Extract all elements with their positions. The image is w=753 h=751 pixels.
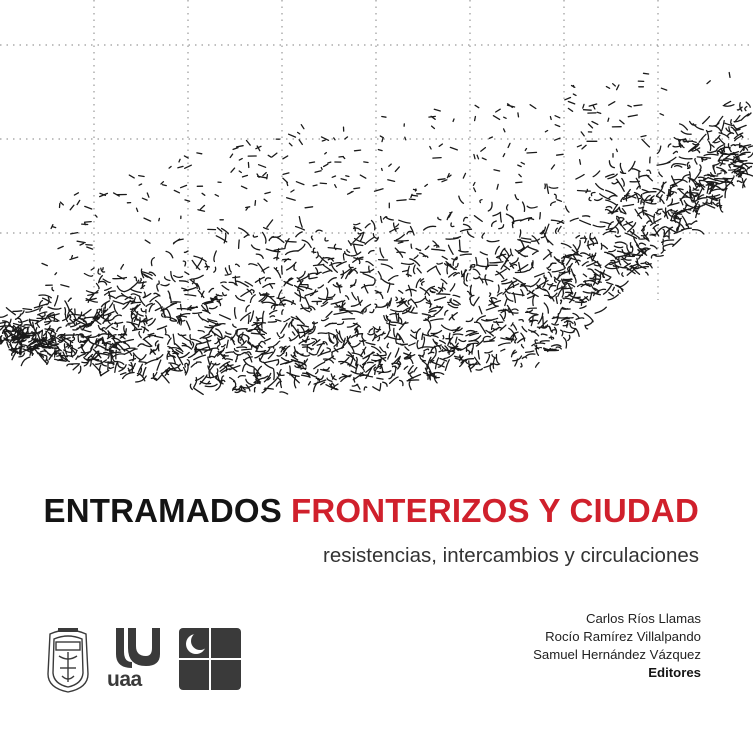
title-part-black: ENTRAMADOS — [43, 492, 283, 529]
publisher-logo-icon — [179, 628, 241, 690]
editors-block — [533, 610, 701, 682]
uaa-logo-text: uaa — [107, 668, 142, 691]
crack-strokes — [0, 73, 753, 395]
university-seal-icon — [44, 626, 92, 694]
crack-network-illustration — [0, 60, 753, 420]
editor-name: Rocío Ramírez Villalpando — [545, 629, 701, 644]
editors-role: Editores — [648, 665, 701, 680]
editor-name: Samuel Hernández Vázquez — [533, 647, 701, 662]
editor-name: Carlos Ríos Llamas — [585, 611, 701, 626]
book-title — [44, 494, 699, 527]
title-part-red: FRONTERIZOS Y CIUDAD — [291, 492, 699, 529]
book-subtitle: resistencias, intercambios y circulaciones — [323, 544, 699, 567]
